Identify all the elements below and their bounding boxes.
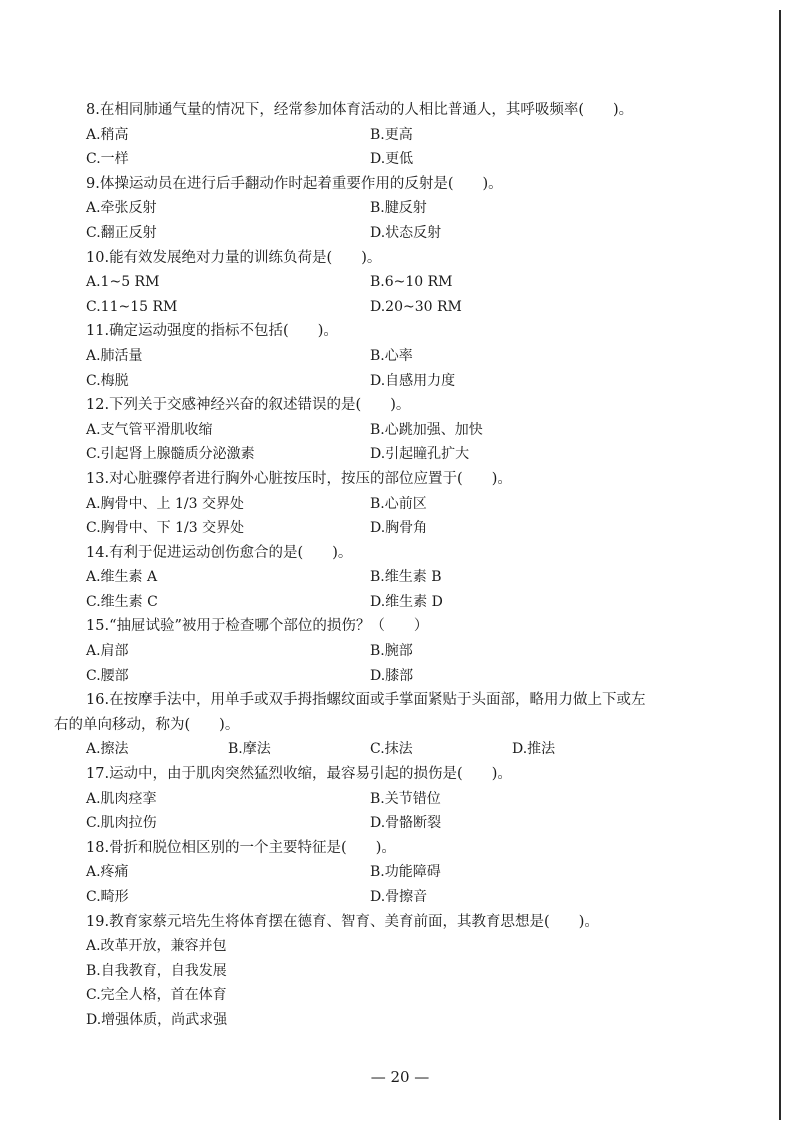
- options-row: [86, 147, 726, 172]
- option-c: C.腰部: [86, 667, 129, 684]
- options-row: [86, 811, 726, 836]
- question-17: [86, 762, 726, 836]
- option-d: D.增强体质，尚武求强: [86, 1011, 228, 1028]
- option-b: B.功能障碍: [370, 864, 441, 881]
- question-11: [86, 319, 726, 393]
- option-b: B.腱反射: [370, 200, 427, 217]
- options-row: [86, 418, 726, 443]
- question-number: 10.: [86, 249, 110, 266]
- options-row: [86, 492, 726, 517]
- page-number: — 20 —: [370, 1068, 430, 1086]
- options-row: [86, 369, 726, 394]
- question-stem: [86, 246, 726, 271]
- question-number: 11.: [86, 323, 110, 340]
- options-row: [86, 123, 726, 148]
- question-text: 运动中，由于肌肉突然猛烈收缩，最容易引起的损伤是( )。: [109, 766, 512, 783]
- option-b: B.更高: [370, 126, 413, 143]
- options-row: [86, 442, 726, 467]
- options-row: [86, 221, 726, 246]
- options-row: [86, 344, 726, 369]
- options-row: [86, 639, 726, 664]
- question-number: 9.: [86, 175, 100, 192]
- options-row: [86, 270, 726, 295]
- option-a: A.稍高: [86, 126, 129, 143]
- option-a: A.疼痛: [86, 864, 129, 881]
- options-row: [86, 860, 726, 885]
- option-b: B.6~10 RM: [370, 274, 453, 291]
- option-a: A.牵张反射: [86, 200, 157, 217]
- question-number: 8.: [86, 102, 100, 118]
- option-b: B.摩法: [228, 741, 271, 758]
- question-text: 下列关于交感神经兴奋的叙述错误的是( )。: [109, 397, 411, 414]
- question-19: [86, 910, 726, 1033]
- question-text: 对心脏骤停者进行胸外心脏按压时，按压的部位应置于( )。: [109, 470, 512, 487]
- question-text: 在相同肺通气量的情况下，经常参加体育活动的人相比普通人，其呼吸频率( )。: [99, 102, 634, 118]
- options-row: [86, 590, 726, 615]
- option-d: D.自感用力度: [370, 372, 456, 389]
- question-stem: [86, 614, 726, 639]
- option-b: B.心率: [370, 347, 413, 364]
- question-stem: [86, 688, 726, 713]
- option-b: B.心前区: [370, 495, 427, 512]
- option-c: C.引起肾上腺髓质分泌激素: [86, 446, 255, 463]
- option-a: A.胸骨中、上 1/3 交界处: [86, 495, 244, 512]
- options-row: [86, 737, 726, 762]
- options-row: [86, 787, 726, 812]
- option-c: C.11~15 RM: [86, 298, 178, 315]
- question-8: [86, 98, 726, 172]
- option-d: D.膝部: [370, 667, 414, 684]
- options-row: [86, 295, 726, 320]
- question-number: 17.: [86, 766, 110, 783]
- option-c: C.抹法: [370, 741, 413, 758]
- option-c: C.翻正反射: [86, 224, 157, 241]
- question-list: [54, 98, 726, 1033]
- question-number: 12.: [86, 397, 110, 414]
- option-a: A.肺活量: [86, 347, 143, 364]
- question-text: 有利于促进运动创伤愈合的是( )。: [109, 544, 353, 561]
- question-14: [86, 541, 726, 615]
- option-d: D.引起瞳孔扩大: [370, 446, 470, 463]
- question-stem: [86, 98, 726, 123]
- question-18: [86, 836, 726, 910]
- option-d: D.骨擦音: [370, 889, 428, 905]
- option-d: D.维生素 D: [370, 593, 443, 610]
- option-d: D.状态反射: [370, 224, 442, 241]
- option-c: C.一样: [86, 151, 129, 168]
- question-10: [86, 246, 726, 320]
- question-text: “抽屉试验”被用于检查哪个部位的损伤？（ ）: [109, 618, 429, 635]
- option-c: C.完全人格，首在体育: [86, 987, 227, 1004]
- option-c: C.维生素 C: [86, 593, 158, 610]
- question-12: [86, 393, 726, 467]
- option-d: D.胸骨角: [370, 520, 428, 537]
- question-16: [54, 688, 726, 762]
- question-stem: [86, 172, 726, 197]
- options-row: [86, 516, 726, 541]
- options-row: [86, 885, 726, 910]
- question-stem: [86, 319, 726, 344]
- options-row: [86, 196, 726, 221]
- question-number: 15.: [86, 618, 110, 635]
- question-text: 教育家蔡元培先生将体育摆在德育、智育、美育前面，其教育思想是( )。: [109, 913, 599, 930]
- option-d: D.更低: [370, 151, 414, 168]
- question-stem: [86, 467, 726, 492]
- option-b: B.腕部: [370, 643, 413, 660]
- question-15: [86, 614, 726, 688]
- question-stem: [86, 836, 726, 861]
- option-b: B.关节错位: [370, 790, 441, 807]
- option-c: C.畸形: [86, 889, 129, 905]
- option-a: A.擦法: [86, 741, 129, 758]
- question-number: 13.: [86, 470, 110, 487]
- question-stem: [86, 762, 726, 787]
- question-number: 16.: [86, 692, 110, 709]
- options-row: [86, 565, 726, 590]
- option-a: A.1~5 RM: [86, 274, 160, 291]
- option-a: A.肌肉痉挛: [86, 790, 157, 807]
- scan-edge-line: [779, 10, 781, 1120]
- question-13: [86, 467, 726, 541]
- option-d: D.骨骼断裂: [370, 815, 442, 832]
- option-b: B.自我教育，自我发展: [86, 962, 227, 979]
- question-text: 确定运动强度的指标不包括( )。: [109, 323, 338, 340]
- option-a: A.维生素 A: [86, 569, 158, 586]
- question-9: [86, 172, 726, 246]
- options-row: [86, 664, 726, 689]
- option-d: D.推法: [512, 741, 556, 758]
- question-text: 在按摩手法中，用单手或双手拇指螺纹面或手掌面紧贴于头面部，略用力做上下或左: [109, 692, 646, 709]
- option-b: B.维生素 B: [370, 569, 442, 586]
- question-stem: [86, 393, 726, 418]
- question-stem: [86, 541, 726, 566]
- option-a: A.改革开放，兼容并包: [86, 938, 227, 955]
- question-text: 骨折和脱位相区别的一个主要特征是( )。: [109, 839, 396, 856]
- question-number: 19.: [86, 913, 110, 930]
- question-number: 14.: [86, 544, 110, 561]
- question-number: 18.: [86, 839, 110, 856]
- question-text: 能有效发展绝对力量的训练负荷是( )。: [109, 249, 382, 266]
- option-a: A.支气管平滑肌收缩: [86, 421, 213, 438]
- option-a: A.肩部: [86, 643, 129, 660]
- option-c: C.肌肉拉伤: [86, 815, 157, 832]
- option-b: B.心跳加强、加快: [370, 421, 483, 438]
- option-c: C.梅脱: [86, 372, 129, 389]
- option-c: C.胸骨中、下 1/3 交界处: [86, 520, 245, 537]
- question-stem: [86, 910, 726, 935]
- question-text: 体操运动员在进行后手翻动作时起着重要作用的反射是( )。: [99, 175, 503, 192]
- option-d: D.20~30 RM: [370, 298, 462, 315]
- question-text-continuation: 右的单向移动，称为( )。: [54, 716, 240, 733]
